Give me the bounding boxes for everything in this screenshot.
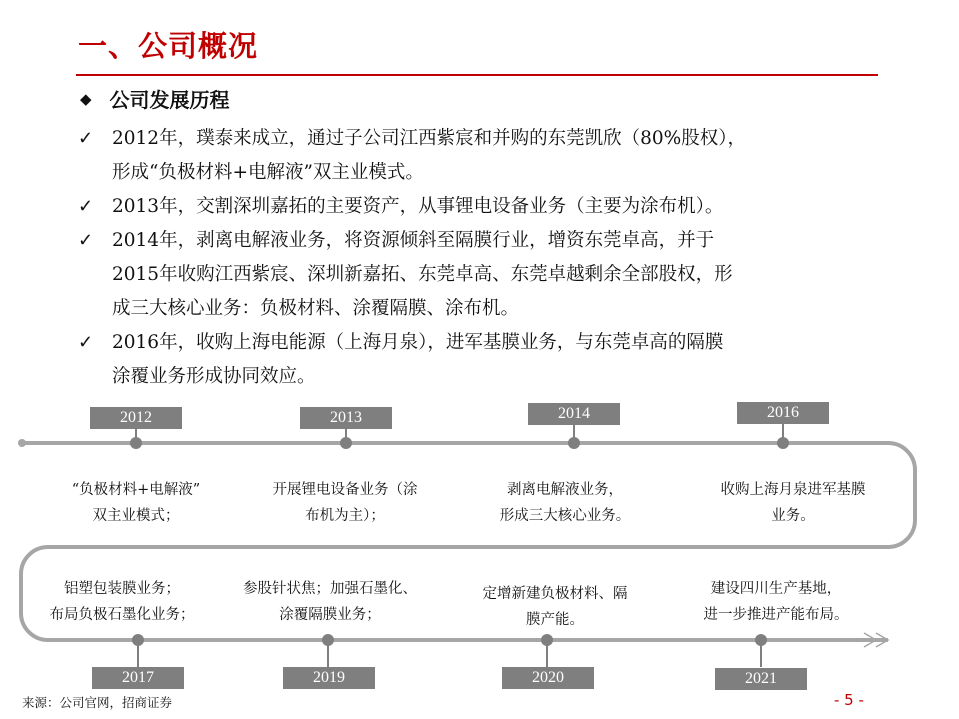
checkmark-icon: ✓	[78, 196, 94, 217]
timeline-desc-2017: 铝塑包装膜业务； 布局负极石墨化业务；	[49, 581, 195, 623]
year-label: 2020	[502, 667, 594, 689]
section-title: 公司发展历程	[109, 88, 230, 112]
history-bullet-2012	[78, 122, 918, 190]
timeline-node-2012	[130, 437, 142, 449]
bullet-line: 2013年，交割深圳嘉拓的主要资产，从事锂电设备业务（主要为涂布机）。	[112, 196, 724, 217]
year-label: 2013	[300, 407, 392, 429]
bullet-line: 2012年，璞泰来成立，通过子公司江西紫宸和并购的东莞凯欣（80%股权），	[112, 128, 746, 149]
section-heading	[80, 84, 230, 113]
year-label: 2016	[737, 402, 829, 424]
bullet-line: 成三大核心业务：负极材料、涂覆隔膜、涂布机。	[112, 298, 520, 319]
history-bullet-2014	[78, 224, 918, 326]
bullet-line: 涂覆业务形成协同效应。	[112, 366, 316, 387]
history-bullet-2016	[78, 326, 918, 394]
year-label: 2017	[92, 667, 184, 689]
checkmark-icon: ✓	[78, 128, 94, 149]
timeline-desc-2013: 开展锂电设备业务（涂 布机为主）；	[272, 482, 418, 524]
timeline-desc-2019: 参股针状焦；加强石墨化、 涂覆隔膜业务；	[243, 581, 417, 623]
bullet-line: 2016年，收购上海电能源（上海月泉），进军基膜业务，与东莞卓高的隔膜	[112, 332, 724, 353]
year-label: 2012	[90, 407, 182, 429]
checkmark-icon: ✓	[78, 230, 94, 251]
timeline	[0, 395, 959, 695]
year-label: 2021	[715, 668, 807, 690]
timeline-node-2016	[777, 437, 789, 449]
timeline-track	[0, 395, 959, 695]
history-bullets	[78, 122, 918, 394]
source-note: 来源：公司官网，招商证券	[22, 695, 173, 710]
year-label: 2014	[528, 403, 620, 425]
page-number: - 5 -	[834, 691, 864, 709]
timeline-desc-2016: 收购上海月泉进军基膜 业务。	[720, 482, 866, 524]
timeline-node-2014	[568, 437, 580, 449]
bullet-line: 2015年收购江西紫宸、深圳新嘉拓、东莞卓高、东莞卓越剩余全部股权，形	[112, 264, 733, 285]
bullet-line: 2014年，剥离电解液业务，将资源倾斜至隔膜行业，增资东莞卓高，并于	[112, 230, 715, 251]
timeline-desc-2021: 建设四川生产基地， 进一步推进产能布局。	[703, 581, 849, 623]
year-label: 2019	[283, 667, 375, 689]
title-underline	[76, 74, 878, 76]
checkmark-icon: ✓	[78, 332, 94, 353]
timeline-node-2013	[340, 437, 352, 449]
page-title: 一、公司概况	[78, 29, 259, 63]
timeline-desc-2014: 剥离电解液业务， 形成三大核心业务。	[499, 482, 631, 524]
bullet-line: 形成“负极材料+电解液”双主业模式。	[112, 162, 424, 183]
timeline-desc-2012: “负极材料+电解液” 双主业模式；	[71, 482, 201, 524]
diamond-icon: ◆	[80, 89, 92, 108]
timeline-desc-2020: 定增新建负极材料、隔 膜产能。	[482, 586, 628, 628]
history-bullet-2013	[78, 190, 918, 224]
